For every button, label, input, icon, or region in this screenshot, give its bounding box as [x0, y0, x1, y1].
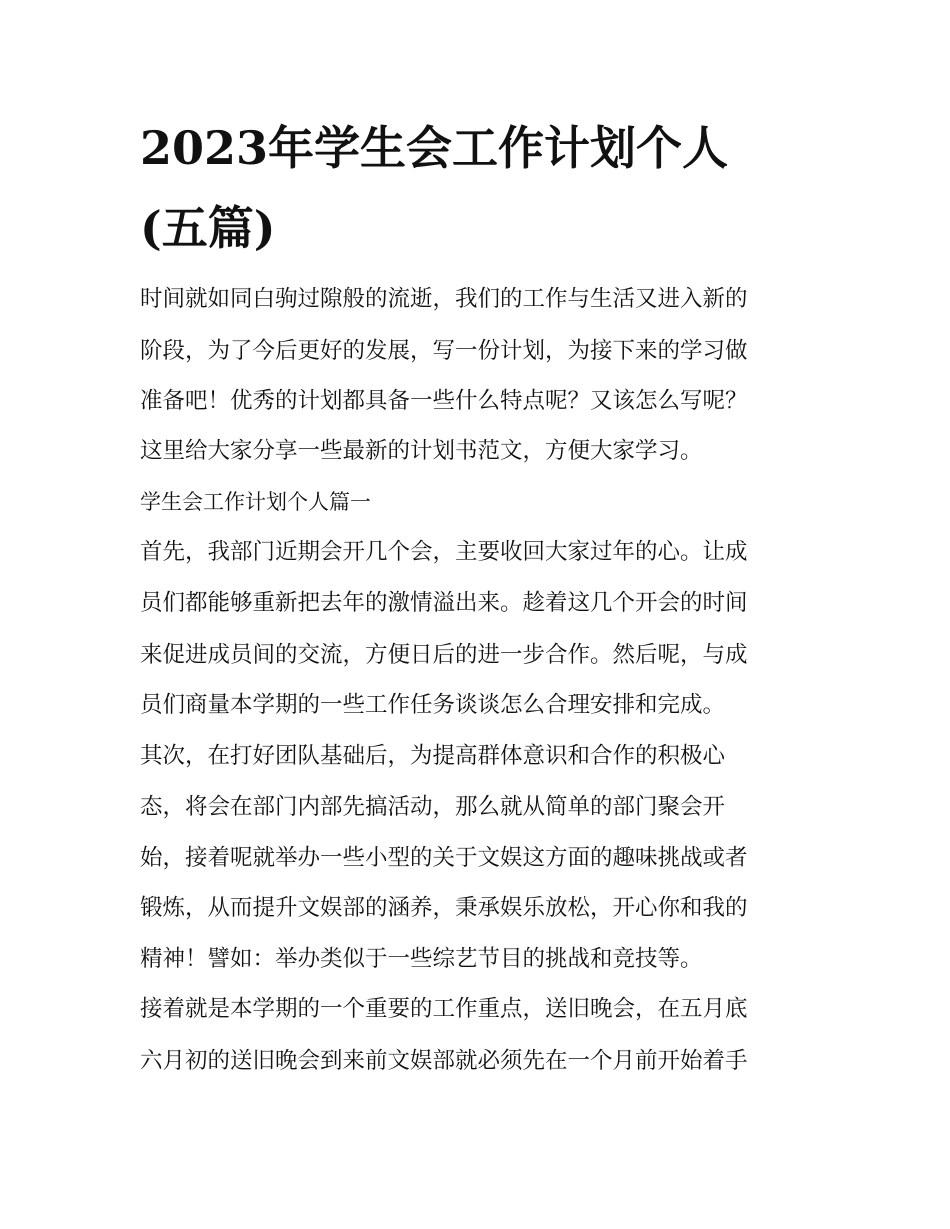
section-heading: 学生会工作计划个人篇一 [140, 490, 371, 514]
body-line-8: 锻炼，从而提升文娱部的涵养，秉承娱乐放松，开心你和我的 [140, 895, 748, 921]
body-line-1: 首先，我部门近期会开几个会，主要收回大家过年的心。让成 [140, 539, 748, 565]
body-line-7: 始，接着呢就举办一些小型的关于文娱这方面的趣味挑战或者 [140, 845, 748, 871]
document-title-line-2: (五篇) [140, 201, 276, 255]
document-title-line-1: 2023年学生会工作计划个人 [140, 121, 729, 175]
body-line-9: 精神！譬如：举办类似于一些综艺节目的挑战和竞技等。 [140, 946, 703, 972]
intro-line-3: 准备吧！优秀的计划都具备一些什么特点呢？又该怎么写呢？ [140, 388, 748, 414]
body-line-3: 来促进成员间的交流，方便日后的进一步合作。然后呢，与成 [140, 642, 748, 668]
intro-line-2: 阶段，为了今后更好的发展，写一份计划，为接下来的学习做 [140, 338, 748, 364]
body-line-11: 六月初的送旧晚会到来前文娱部就必须先在一个月前开始着手 [140, 1048, 748, 1074]
body-line-2: 员们都能够重新把去年的激情溢出来。趁着这几个开会的时间 [140, 590, 748, 616]
body-line-6: 态，将会在部门内部先搞活动，那么就从简单的部门聚会开 [140, 794, 726, 820]
body-line-10: 接着就是本学期的一个重要的工作重点，送旧晚会，在五月底 [140, 996, 748, 1022]
body-line-5: 其次，在打好团队基础后，为提高群体意识和合作的积极心 [140, 743, 726, 769]
intro-line-4: 这里给大家分享一些最新的计划书范文，方便大家学习。 [140, 438, 703, 464]
intro-line-1: 时间就如同白驹过隙般的流逝，我们的工作与生活又进入新的 [140, 286, 748, 312]
body-line-4: 员们商量本学期的一些工作任务谈谈怎么合理安排和完成。 [140, 692, 726, 718]
